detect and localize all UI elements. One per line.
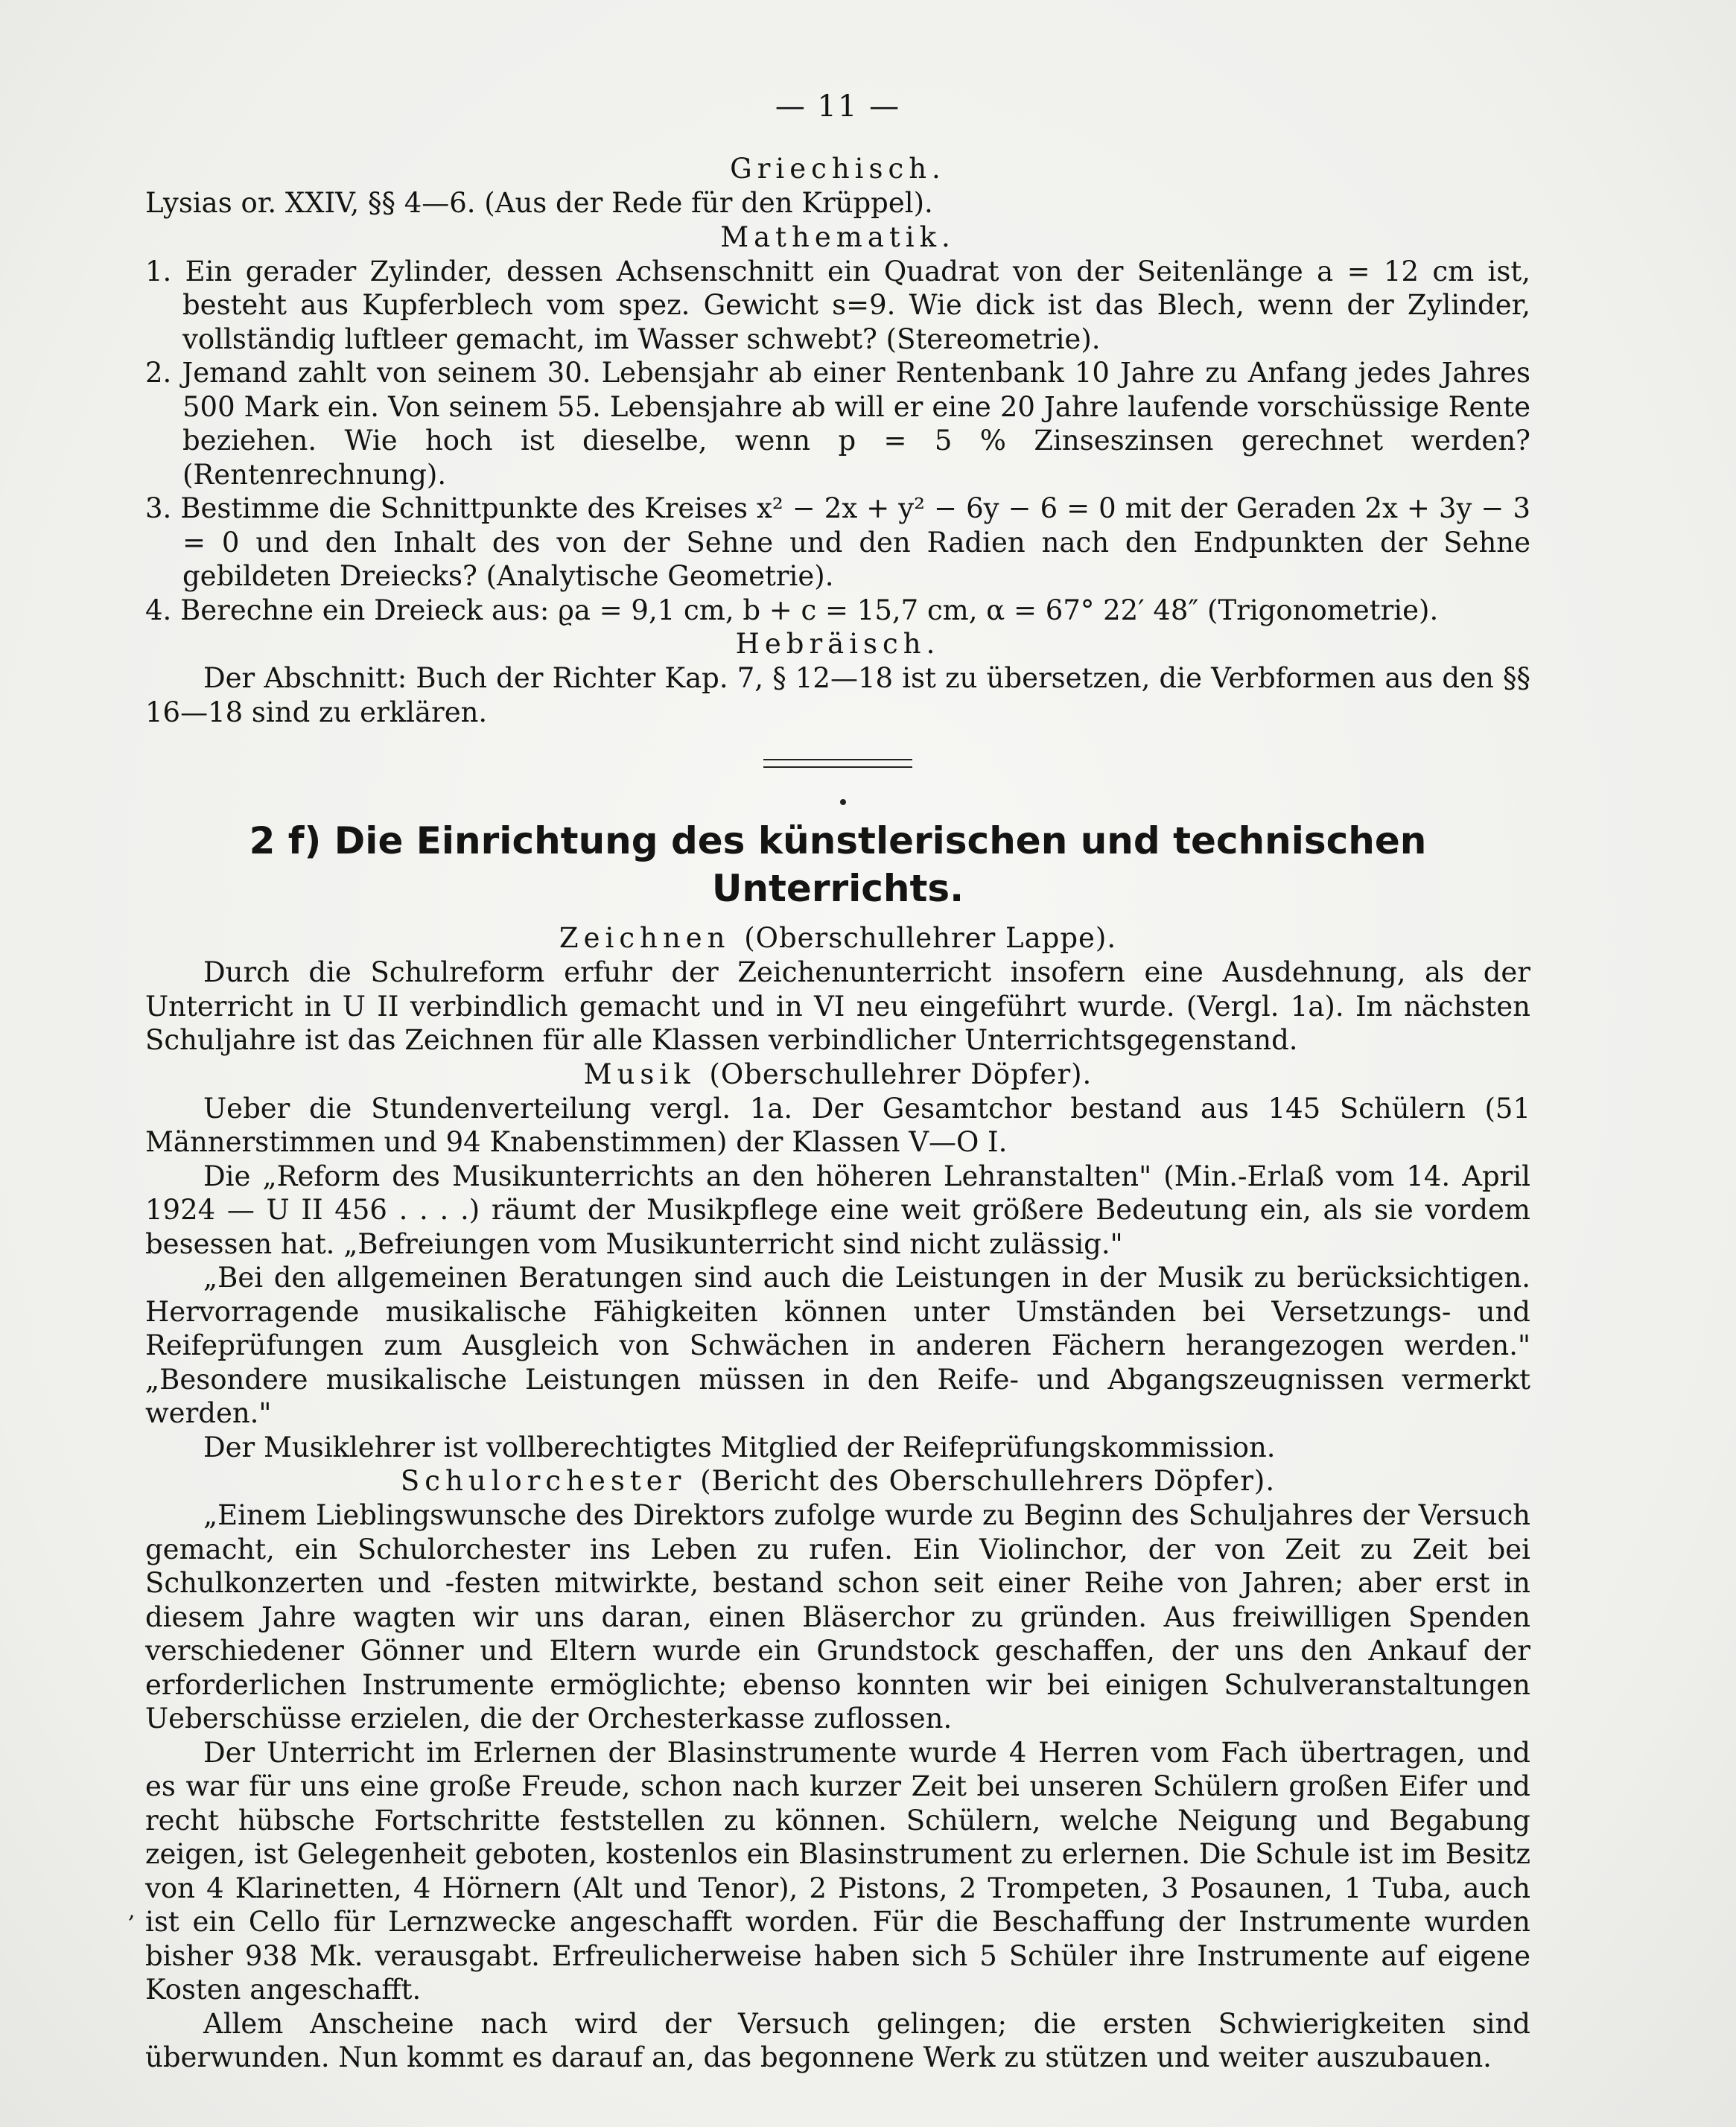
- music-paragraph-2: Die „Reform des Musikunterrichts an den höheren Lehranstalten" (Min.-Erlaß vom 14. April 1924 — U II 456 . . . .) räumt der Musikpflege eine weit größere Bedeutung ein, als sie vordem besessen hat. „Befreiungen vom Musikunterricht sind nicht zulässig.": [145, 1160, 1530, 1260]
- drawing-heading: [145, 921, 1530, 956]
- music-paragraph-1: Ueber die Stundenverteilung vergl. 1a. Der Gesamtchor bestand aus 145 Schülern (51 Männerstimmen und 94 Knabenstimmen) der Klassen V—O I.: [145, 1092, 1530, 1158]
- math-section: [145, 220, 1530, 628]
- math-task-1: 1. Ein gerader Zylinder, dessen Achsenschnitt ein Quadrat von der Seitenlänge a = 12 cm ist, besteht aus Kupferblech vom spez. Gewicht s=9. Wie dick ist das Blech, wenn der Zylinder, vollständig luftleer gemacht, im Wasser schwebt? (Stereometrie).: [145, 255, 1530, 355]
- page-number: — 11 —: [775, 89, 901, 124]
- drawing-heading-note: (Oberschullehrer Lappe).: [744, 922, 1117, 954]
- orchestra-paragraph-2: Der Unterricht im Erlernen der Blasinstrumente wurde 4 Herren vom Fach übertragen, und es war für uns eine große Freude, schon nach kurzer Zeit bei unseren Schülern großen Eifer und recht hübsche Fortschritte feststellen zu können. Schülern, welche Neigung und Begabung zeigen, ist Gelegenheit geboten, kostenlos ein Blasinstrument zu erlernen. Die Schule ist im Besitz von 4 Klarinetten, 4 Hörnern (Alt und Tenor), 2 Pistons, 2 Trompeten, 3 Posaunen, 1 Tuba, auch ist ein Cello für Lernzwecke angeschafft worden. Für die Beschaffung der Instrumente wurden bisher 938 Mk. verausgabt. Erfreulicherweise haben sich 5 Schüler ihre Instrumente auf eigene Kosten angeschafft.: [145, 1736, 1530, 2006]
- greek-text: Lysias or. XXIV, §§ 4—6. (Aus der Rede für den Krüppel).: [145, 187, 933, 219]
- greek-section: [145, 152, 1530, 220]
- greek-heading: Griechisch.: [730, 153, 946, 185]
- orchestra-heading-note: (Bericht des Oberschullehrers Döpfer).: [700, 1465, 1276, 1497]
- orchestra-paragraph-3: Allem Anscheine nach wird der Versuch gelingen; die ersten Schwierigkeiten sind überwunden. Nun kommt es darauf an, das begonnene Werk zu stützen und weiter auszubauen.: [145, 2007, 1530, 2073]
- music-heading: [145, 1058, 1530, 1092]
- divider-dot: [840, 799, 846, 805]
- music-paragraph-3: „Bei den allgemeinen Beratungen sind auch die Leistungen in der Musik zu berücksichtigen. Hervorragende musikalische Fähigkeiten können unter Umständen bei Versetzungs- und Reifeprüfungen zum Ausgleich von Schwächen in anderen Fächern herangezogen werden." „Besondere musikalische Leistungen müssen in den Reife- und Abgangszeugnissen vermerkt werden.": [145, 1262, 1530, 1429]
- text-column: [145, 89, 1530, 2075]
- orchestra-paragraph-1: „Einem Lieblingswunsche des Direktors zufolge wurde zu Beginn des Schuljahres der Versuch gemacht, ein Schulorchester ins Leben zu rufen. Ein Violinchor, der von Zeit zu Zeit bei Schulkonzerten und -festen mitwirkte, bestand schon seit einer Reihe von Jahren; aber erst in diesem Jahre wagten wir uns daran, einen Bläserchor zu gründen. Aus freiwilligen Spenden verschiedener Gönner und Eltern wurde ein Grundstock geschaffen, der uns den Ankauf der erforderlichen Instrumente ermöglichte; ebenso konnten wir bei einigen Schulveranstaltungen Ueberschüsse erzielen, die der Orchesterkasse zuflossen.: [145, 1499, 1530, 1735]
- music-heading-word: Musik: [583, 1058, 696, 1090]
- hebrew-section: [145, 627, 1530, 729]
- orchestra-heading: [145, 1464, 1530, 1498]
- section-title: 2 f) Die Einrichtung des künstlerischen und technischen Unterrichts.: [249, 819, 1427, 910]
- math-task-2: 2. Jemand zahlt von seinem 30. Lebensjahr ab einer Rentenbank 10 Jahre zu Anfang jedes Jahres 500 Mark ein. Von seinem 55. Lebensjahre ab will er eine 20 Jahre laufende vorschüssige Rente beziehen. Wie hoch ist dieselbe, wenn p = 5 % Zinseszinsen gerechnet werden? (Rentenrechnung).: [145, 357, 1530, 491]
- music-heading-note: (Oberschullehrer Döpfer).: [709, 1058, 1093, 1090]
- music-section: [145, 1058, 1530, 1465]
- math-task-3: 3. Bestimme die Schnittpunkte des Kreises x² − 2x + y² − 6y − 6 = 0 mit der Geraden 2x + 3y − 3 = 0 und den Inhalt des von der Sehne und den Radien nach den Endpunkten der Sehne gebildeten Dreiecks? (Analytische Geometrie).: [145, 492, 1530, 592]
- drawing-heading-word: Zeichnen: [559, 922, 731, 954]
- double-rule: [763, 759, 912, 768]
- orchestra-section: [145, 1464, 1530, 2075]
- section-divider: [145, 735, 1530, 817]
- math-heading: Mathematik.: [720, 220, 956, 253]
- hebrew-heading: Hebräisch.: [735, 628, 941, 660]
- margin-mark: ,: [128, 1898, 136, 1924]
- drawing-section: [145, 921, 1530, 1058]
- hebrew-text: Der Abschnitt: Buch der Richter Kap. 7, § 12—18 ist zu übersetzen, die Verbformen aus den §§ 16—18 sind zu erklären.: [145, 662, 1530, 728]
- drawing-text: Durch die Schulreform erfuhr der Zeichenunterricht insofern eine Ausdehnung, als der Unterricht in U II verbindlich gemacht und in VI neu eingeführt wurde. (Vergl. 1a). Im nächsten Schuljahre ist das Zeichnen für alle Klassen verbindlicher Unterrichtsgegenstand.: [145, 956, 1530, 1056]
- orchestra-heading-word: Schulorchester: [400, 1465, 687, 1497]
- music-paragraph-4: Der Musiklehrer ist vollberechtigtes Mitglied der Reifeprüfungskommission.: [203, 1431, 1276, 1463]
- math-task-4: 4. Berechne ein Dreieck aus: ϱa = 9,1 cm, b + c = 15,7 cm, α = 67° 22′ 48″ (Trigonometrie).: [145, 594, 1439, 626]
